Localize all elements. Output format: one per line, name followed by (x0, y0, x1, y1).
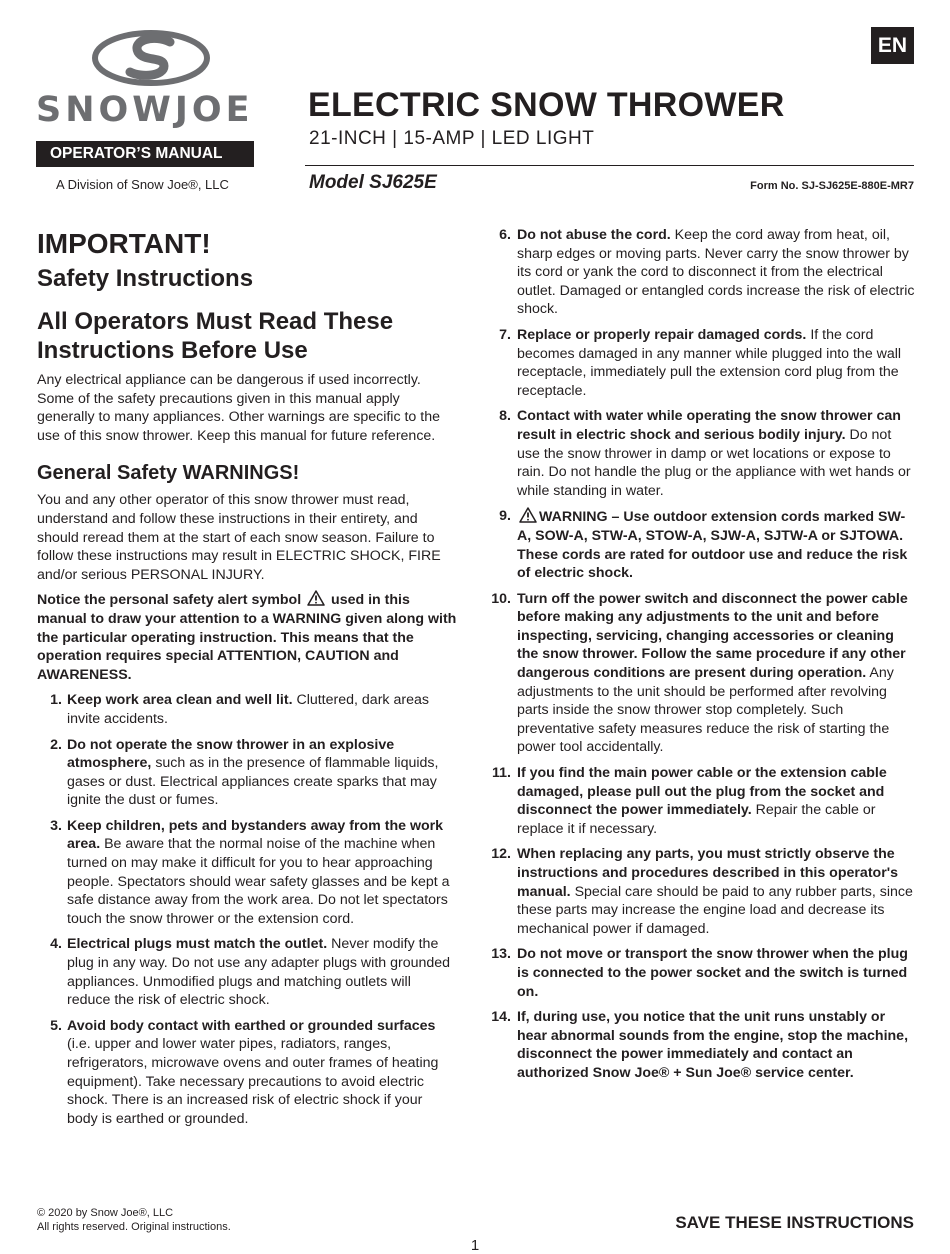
list-item: 7. Replace or properly repair damaged cords. If the cord becomes damaged in any manner while plugged into the wall receptacle, immediately pull the extension cord plug from the receptacle. (499, 326, 902, 399)
important-heading: IMPORTANT! (37, 228, 211, 259)
list-item: 12. When replacing any parts, you must strictly observe the instructions and procedures described in this operator's manual. Special care should be paid to any rubber parts, since these parts may increase the engine load and decrease its mechanical power if damaged. (491, 846, 913, 937)
copyright-line: © 2020 by Snow Joe®, LLC (37, 1207, 174, 1219)
model-number: Model SJ625E (309, 172, 437, 193)
left-column (37, 228, 457, 1128)
right-column (486, 226, 916, 1083)
left-safety-list (37, 691, 457, 1128)
brand-wordmark: SNOWJOE (36, 90, 254, 130)
page-number: 1 (470, 1237, 480, 1254)
list-item: 13. Do not move or transport the snow thrower when the plug is connected to the power socket and the switch is turned on. (491, 946, 908, 1000)
list-item: 4. Electrical plugs must match the outlet. Never modify the plug in any way. Do not use any adapter plugs with grounded appliances. Unmodified plugs and matching outlets will reduce the risk of electric shock. (50, 936, 451, 1009)
list-item: 6. Do not abuse the cord. Keep the cord away from heat, oil, sharp edges or moving parts. Never carry the snow thrower by its cord or yank the cord to disconnect it from the electrical outlet. Damaged or entangled cords increase the risk of electric shock. (499, 227, 915, 318)
save-instructions-footer: SAVE THESE INSTRUCTIONS (675, 1213, 914, 1232)
operators-manual-badge: OPERATOR’S MANUAL (36, 141, 254, 167)
notice-paragraph (37, 590, 457, 684)
rights-line: All rights reserved. Original instructions. (37, 1221, 231, 1233)
general-warnings-heading: General Safety WARNINGS! (37, 462, 300, 485)
list-item: 10. Turn off the power switch and disconnect the power cable before making any adjustments to the unit and before inspecting, servicing, changing accessories or cleaning the snow thrower. Follow the same procedure if any other dangerous conditions are present during operation. Any adjustments to the unit should be performed after revolving parts inside the snow thrower stop completely. Such preventative safety measures reduce the risk of starting the power tool accidentally. (491, 590, 908, 756)
snowjoe-emblem-icon (92, 30, 210, 86)
header-divider (305, 165, 914, 166)
list-item: 5. Avoid body contact with earthed or grounded surfaces (i.e. upper and lower water pipes, radiators, ranges, refrigerators, microwave ovens and outer frames of heating equipment). Take necessary precautions to avoid electric shock. There is an increased risk of electric shock if your body is earthed or grounded. (50, 1017, 439, 1127)
general-warnings-paragraph: You and any other operator of this snow thrower must read, understand and follow these instructions in their entirety, and should reread them at the start of each snow season. Failure to follow these instructions may result in ELECTRIC SHOCK, FIRE and/or serious PERSONAL INJURY. (37, 492, 441, 583)
snowjoe-logo (36, 30, 268, 130)
all-operators-heading: All Operators Must Read These Instructions Before Use (37, 308, 394, 364)
list-item: 8. Contact with water while operating the snow thrower can result in electric shock and serious bodily injury. Do not use the snow thrower in damp or wet locations or expose to rain. Do not handle the plug or the appliance with wet hands or while standing in water. (499, 408, 911, 499)
list-item: 2. Do not operate the snow thrower in an explosive atmosphere, such as in the presence of flammable liquids, gases or dust. Electrical appliances create sparks that may ignite the dust or fumes. (50, 736, 439, 809)
product-subtitle: 21-INCH | 15-AMP | LED LIGHT (309, 128, 595, 149)
division-text: A Division of Snow Joe®, LLC (56, 177, 229, 192)
language-badge: EN (871, 27, 914, 64)
product-title: ELECTRIC SNOW THROWER (308, 86, 785, 124)
list-item: 3. Keep children, pets and bystanders away from the work area. Be aware that the normal noise of the machine when turned on may make it difficult for you to hear approaching people. Spectators should wear safety glasses and be kept a safe distance away from the work area. Do not let spectators touch the snow thrower or the extension cord. (50, 817, 450, 927)
form-number: Form No. SJ-SJ625E-880E-MR7 (750, 180, 914, 192)
list-item: 11. If you find the main power cable or the extension cable damaged, please pull out the plug from the socket and disconnect the power immediately. Repair the cable or replace it if necessary. (492, 765, 887, 837)
right-safety-list (486, 226, 916, 1083)
copyright-notice (37, 1206, 231, 1234)
safety-alert-icon (307, 590, 325, 606)
intro-paragraph: Any electrical appliance can be dangerous if used incorrectly. Some of the safety precautions given in this manual apply generally to many appliances. Other warnings are specific to the use of this snow thrower. Keep this manual for future reference. (37, 372, 440, 444)
list-item: 9. WARNING – Use outdoor extension cords marked SW-A, SOW-A, STW-A, STOW-A, SJW-A, SJTW-A or SJTOWA. These cords are rated for outdoor use and reduce the risk of electric shock. (499, 508, 908, 582)
list-item: 1. Keep work area clean and well lit. Cluttered, dark areas invite accidents. (50, 692, 429, 727)
notice-text-after: used in this manual to draw your attention to a WARNING given along with the particular operating instruction. This means that the operation requires special ATTENTION, CAUTION and AWARENESS. (37, 592, 457, 683)
warning-alert-icon (519, 507, 537, 523)
safety-instructions-heading: Safety Instructions (37, 265, 254, 292)
notice-text-before: Notice the personal safety alert symbol (37, 592, 302, 609)
list-item: 14. If, during use, you notice that the unit runs unstably or hear abnormal sounds from the engine, stop the machine, disconnect the power immediately and contact an authorized Snow Joe® + Sun Joe® service center. (491, 1009, 909, 1081)
